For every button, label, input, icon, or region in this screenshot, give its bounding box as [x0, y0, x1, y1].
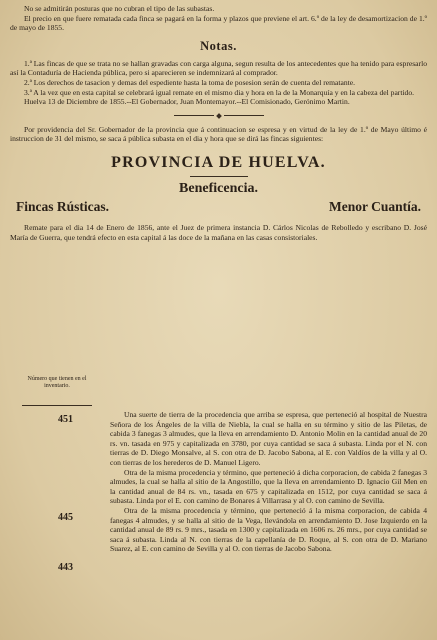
entry-text: Una suerte de tierra de la procedencia que arriba se espresa, que perteneció al hospital de Nuestra Señora de los Ángeles de la villa de Niebla, la cual se halla en su término y sitio de las Piletas, de cabida 3 fanegas 3 almudes, que la lleva en arrendamiento D. Antonio Molin en la cantidad anual de 20 rs. vn. tasada en 975 y capitalizada en 3780, por cuya cantidad se saca á subasta. Linda por el N. con tierras de D. Diego Monsalve, al S. con otra de D. Jacobo Sabona, al E. con Valdíos de la villa y al O. con tierras de los herederos de D. Manuel Ligero.: [110, 410, 427, 467]
entry-number: 451: [58, 414, 73, 425]
beneficencia-heading: Beneficencia.: [179, 180, 258, 196]
rule-diamond: [216, 113, 222, 119]
announcement-paragraph: Por providencia del Sr. Gobernador de la provincia que á continuacion se espresa y en virtud de la ley de 1.º de Mayo último é instruccion de 31 del mismo, se saca á pública subasta en el dia y hora que se dirá las fincas siguientes:: [10, 124, 427, 144]
entries-list: [110, 410, 427, 554]
fincas-rusticas-heading: Fincas Rústicas.: [16, 198, 110, 214]
entry-text: Otra de la misma procedencia y término, que perteneció á la misma corporacion, de cabida 4 fanegas 4 almudes, y se halla al sitio de la Vega, llevándola en arrendamiento D. Jose Izquierdo en la cantidad anual de 89 rs. 9 mrs., tasada en 1300 y capitalizada en 1606 rs. 26 mrs., por cuya cantidad se saca á subasta. Linda al N. con tierras de la capellanía de D. Roque, al S. con otra de D. Mariano Suarez, al E. con camino de Sevilla y al O. con tierras de Jacobo Sabona.: [110, 505, 427, 554]
subheading-row: [16, 199, 421, 215]
signature-line: Huelva 13 de Diciembre de 1855.--El Gobernador, Juan Montemayor.--El Comisionado, Gerónimo Martin.: [24, 97, 350, 107]
rule-line-right: [224, 115, 264, 116]
intro-section: [10, 0, 427, 33]
inventory-number-column-header: Número que tienen en el inventario.: [27, 376, 87, 389]
entry-text: Otra de la misma procedencia y término, que perteneció á dicha corporacion, de cabida 2 fanegas 3 almudes, la cual se halla al sitio de la Angostillo, que la lleva en arrendamiento D. Ignacio Gil Men en la cantidad anual de 84 rs. vn., tasada en 675 y capitalizada en 1512, por cuya cantidad se saca á subasta. Linda por el E. con camino de Bonares á Villarrasa y al O. con camino de Sevilla.: [110, 467, 427, 506]
nota-2: 2.ª Los derechos de tasacion y demas del espediente hasta la toma de posesion serán de cuenta del rematante.: [24, 77, 356, 87]
nota-3: 3.ª A la vez que en esta capital se celebrará igual remate en el mismo dia y hora en la de la Monarquía y en la cabeza del partido.: [24, 87, 415, 97]
short-rule: [190, 176, 248, 177]
intro-paragraph-2: El precio en que fuere rematada cada finca se pagará en la forma y plazos que previene el art. 6.º de la ley de desamortizacion de 1.º de mayo de 1855.: [10, 13, 427, 33]
menor-cuantia-heading: Menor Cuantía.: [328, 198, 421, 214]
column-header-divider: [22, 405, 92, 406]
rule-line-left: [174, 115, 214, 116]
ornamental-rule: [10, 114, 427, 118]
entry-number: 445: [58, 512, 73, 523]
remate-paragraph: Remate para el dia 14 de Enero de 1856, ante el Juez de primera instancia D. Cárlos Nicolas de Rebolledo y escribano D. José María de Guerra, que tendrá efecto en esta capital á las doce de la mañana en las casas consistoriales.: [10, 222, 427, 242]
entry-number: 443: [58, 562, 73, 573]
province-heading: PROVINCIA DE HUELVA.: [111, 153, 326, 171]
notas-section: [10, 59, 427, 107]
notas-heading: Notas.: [200, 38, 237, 53]
intro-paragraph-1: No se admitirán posturas que no cubran el tipo de las subastas.: [24, 4, 215, 13]
nota-1: 1.ª Las fincas de que se trata no se hallan gravadas con carga alguna, segun resulta de los antecedentes que ha tenido para espresarlo así la Contaduría de Hacienda pública, pero si aparecieren se indemnizará al comprador.: [10, 58, 427, 78]
